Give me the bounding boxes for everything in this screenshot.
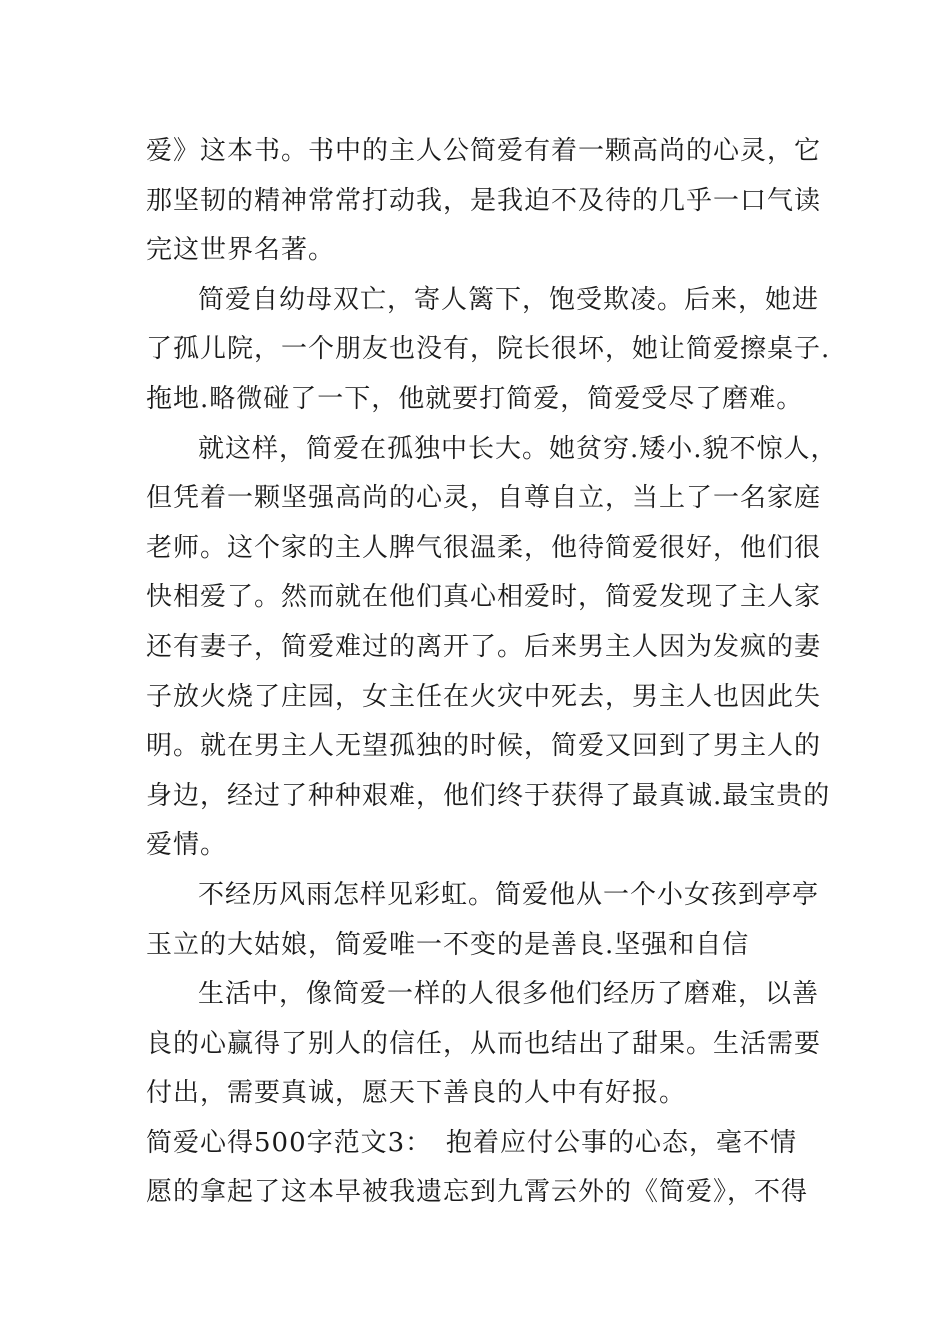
text-line: 愿的拿起了这本早被我遗忘到九霄云外的《简爱》，不得 <box>146 1177 809 1208</box>
text-line: 身边，经过了种种艰难，他们终于获得了最真诚.最宝贵的 <box>146 780 831 811</box>
text-line: 爱》这本书。书中的主人公简爱有着一颗高尚的心灵，它 <box>146 136 822 166</box>
text-line: 那坚韧的精神常常打动我，是我迫不及待的几乎一口气读 <box>146 185 822 216</box>
text-line: 明。就在男主人无望孤独的时候，简爱又回到了男主人的 <box>146 731 822 762</box>
text-line: 付出，需要真诚，愿天下善良的人中有好报。 <box>146 1078 687 1109</box>
section-text: 抱着应付公事的心态，毫不情 <box>446 1127 798 1158</box>
text-line: 完这世界名著。 <box>146 235 336 266</box>
text-line: 还有妻子，简爱难过的离开了。后来男主人因为发疯的妻 <box>146 631 822 662</box>
text-line: 老师。这个家的主人脾气很温柔，他待简爱很好，他们很 <box>146 532 822 563</box>
paragraph-start-line: 就这样，简爱在孤独中长大。她贫穷.矮小.貌不惊人， <box>198 433 838 464</box>
essay-body <box>146 127 838 1218</box>
section-label: 简爱心得500字范文3： <box>146 1127 433 1158</box>
text-line: 爱情。 <box>146 830 228 861</box>
text-line: 子放火烧了庄园，女主任在火灾中死去，男主人也因此失 <box>146 681 822 712</box>
section-heading-line <box>146 1119 818 1169</box>
text-line: 良的心赢得了别人的信任，从而也结出了甜果。生活需要 <box>146 1028 822 1059</box>
text-line: 但凭着一颗坚强高尚的心灵，自尊自立，当上了一名家庭 <box>146 483 822 514</box>
text-line: 拖地.略微碰了一下，他就要打简爱，简爱受尽了磨难。 <box>146 383 804 414</box>
text-line: 了孤儿院，一个朋友也没有，院长很坏，她让简爱擦桌子. <box>146 334 831 365</box>
paragraph-start-line: 简爱自幼母双亡，寄人篱下，饱受欺凌。后来，她进 <box>198 284 820 315</box>
text-line: 玉立的大姑娘，简爱唯一不变的是善良.坚强和自信 <box>146 929 750 960</box>
paragraph-start-line: 不经历风雨怎样见彩虹。简爱他从一个小女孩到亭亭 <box>198 879 820 910</box>
paragraph-start-line: 生活中，像简爱一样的人很多他们经历了磨难，以善 <box>198 979 820 1010</box>
text-line: 快相爱了。然而就在他们真心相爱时，简爱发现了主人家 <box>146 582 822 613</box>
